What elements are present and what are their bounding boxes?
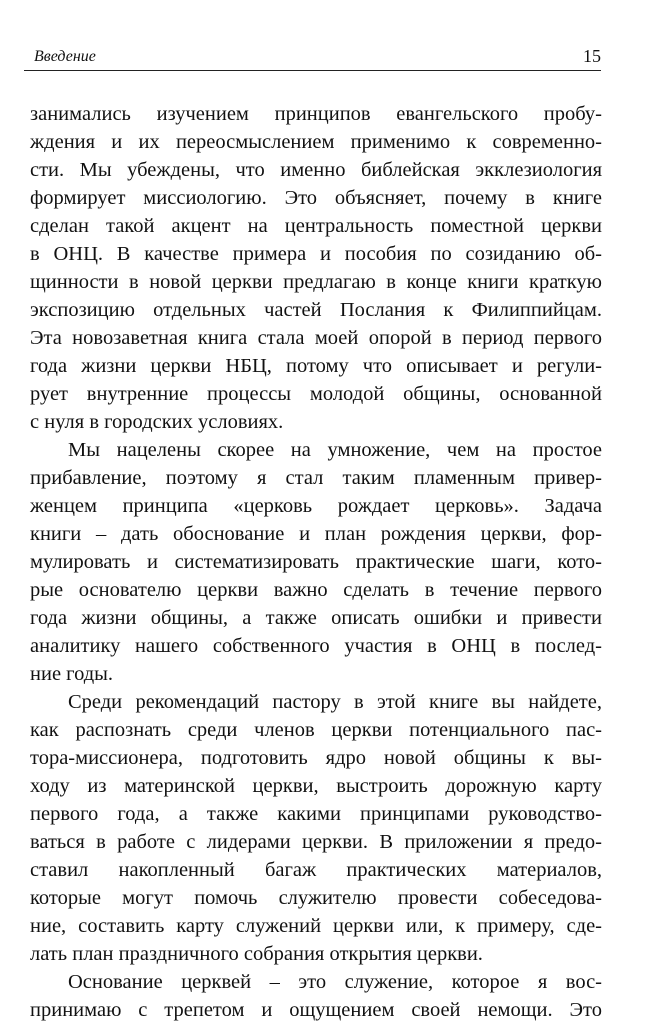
text-line: Мы нацелены скорее на умножение, чем на простое [68, 439, 602, 461]
text-line: ваться в работе с лидерами церкви. В приложении я предо- [30, 831, 602, 853]
text-line: тора-миссионера, подготовить ядро новой общины к вы- [30, 747, 602, 769]
text-line: прибавление, поэтому я стал таким пламенным привер- [30, 467, 602, 489]
text-line: мулировать и систематизировать практические шаги, кото- [30, 551, 602, 573]
text-line: женцем принципа «церковь рождает церковь». Задача [30, 495, 602, 517]
text-line: года жизни церкви НБЦ, потому что описывает и регули- [30, 355, 602, 377]
paragraph-4 [30, 968, 602, 1024]
text-line: Основание церквей – это служение, которое я вос- [68, 971, 602, 993]
text-line: Эта новозаветная книга стала моей опорой в период первого [30, 327, 602, 349]
paragraph-1 [30, 100, 602, 436]
text-line: сделан такой акцент на центральность поместной церкви [30, 215, 602, 237]
text-line: первого года, а также какими принципами руководство- [30, 803, 602, 825]
text-line: книги – дать обоснование и план рождения церкви, фор- [30, 523, 602, 545]
text-line: ждения и их переосмыслением применимо к современно- [30, 131, 602, 153]
text-line: как распознать среди членов церкви потенциального пас- [30, 719, 602, 741]
text-line: ходу из материнской церкви, выстроить дорожную карту [30, 775, 602, 797]
text-line: экспозицию отдельных частей Послания к Филиппийцам. [30, 299, 602, 321]
text-line: рые основателю церкви важно сделать в течение первого [30, 579, 602, 601]
text-line: принимаю с трепетом и ощущением своей немощи. Это [30, 999, 602, 1021]
text-line: рует внутренние процессы молодой общины, основанной [30, 383, 602, 405]
text-line: ставил накопленный багаж практических материалов, [30, 859, 602, 881]
text-line: ние годы. [30, 663, 114, 685]
paragraph-2 [30, 436, 602, 688]
text-line: с нуля в городских условиях. [30, 411, 284, 433]
text-line: которые могут помочь служителю провести собеседова- [30, 887, 602, 909]
text-line: Среди рекомендаций пастору в этой книге вы найдете, [68, 691, 602, 713]
text-line: года жизни общины, а также описать ошибки и привести [30, 607, 602, 629]
running-header [24, 42, 601, 71]
text-line: в ОНЦ. В качестве примера и пособия по созиданию об- [30, 243, 602, 265]
page-number: 15 [583, 46, 601, 66]
text-line: аналитику нашего собственного участия в ОНЦ в послед- [30, 635, 602, 657]
text-line: занимались изучением принципов евангельского пробу- [30, 103, 602, 125]
text-line: формирует миссиологию. Это объясняет, почему в книге [30, 187, 602, 209]
text-line: сти. Мы убеждены, что именно библейская экклезиология [30, 159, 602, 181]
text-line: щинности в новой церкви предлагаю в конце книги краткую [30, 271, 602, 293]
text-line: ние, составить карту служений церкви или, к примеру, сде- [30, 915, 602, 937]
section-title: Введение [34, 48, 96, 65]
text-line: лать план праздничного собрания открытия церкви. [30, 943, 483, 965]
paragraph-3 [30, 688, 602, 968]
body-text [30, 100, 602, 1024]
